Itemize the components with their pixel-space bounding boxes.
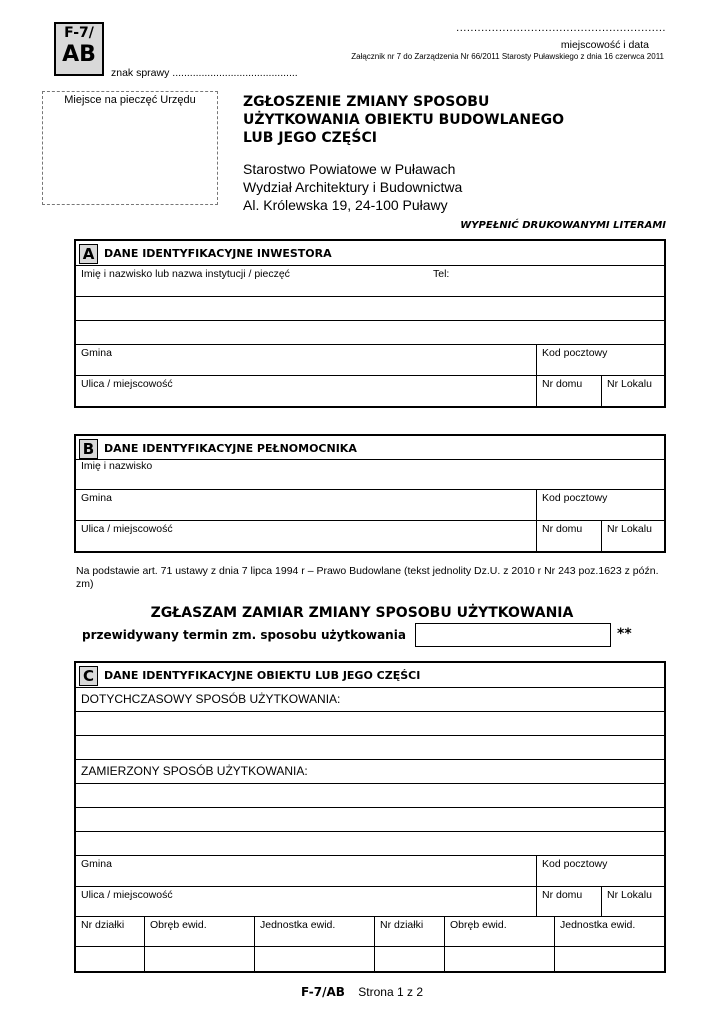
page-footer [0,985,724,999]
section-a [74,239,666,408]
house-number-field[interactable]: Nr domu [536,887,601,917]
current-use-line[interactable] [76,711,664,736]
title-line: LUB JEGO CZĘŚCI [243,130,377,146]
plot-precinct-header: Obręb ewid. [144,917,254,947]
postal-code-field[interactable]: Kod pocztowy [536,490,664,521]
term-label: przewidywany termin zm. sposobu użytkowania [82,628,406,642]
section-a-header [76,241,664,265]
section-b [74,434,666,553]
investor-name-label: Imię i nazwisko lub nazwa instytucji / pieczęć [81,268,290,280]
stamp-label: Miejsce na pieczęć Urzędu [64,94,196,106]
title-line: UŻYTKOWANIA OBIEKTU BUDOWLANEGO [243,112,565,128]
section-c-header [76,663,664,687]
plot-value-row [76,946,664,971]
page-number: Strona 1 z 2 [358,985,424,999]
proxy-address-row [76,520,664,551]
title-line: ZGŁOSZENIE ZMIANY SPOSOBU [243,94,490,110]
intended-use-line[interactable] [76,831,664,856]
plot-precinct-header: Obręb ewid. [444,917,554,947]
office-address [243,160,462,214]
gmina-field[interactable]: Gmina [81,858,112,870]
proxy-name-row [76,459,664,490]
plot-unit-input[interactable] [254,947,374,971]
current-use-line[interactable] [76,735,664,760]
proxy-name-field[interactable]: Imię i nazwisko [81,460,153,472]
form-code-main: AB [62,42,96,67]
plot-number-header: Nr działki [374,917,444,947]
plot-number-input[interactable] [374,947,444,971]
flat-number-field[interactable]: Nr Lokalu [601,521,664,551]
form-code-prefix: F-7/ [64,25,94,41]
annex-note: Załącznik nr 7 do Zarządzenia Nr 66/2011 Starosty Puławskiego z dnia 16 czerwca 2011 [351,52,664,61]
section-title: DANE IDENTYFIKACYJNE OBIEKTU LUB JEGO CZĘŚCI [104,669,421,682]
intended-use-line[interactable] [76,783,664,808]
postal-code-field[interactable]: Kod pocztowy [536,856,664,887]
plot-number-header: Nr działki [81,919,125,931]
form-title [243,93,564,147]
investor-gmina-row [76,344,664,376]
investor-address-row [76,375,664,406]
declaration-heading: ZGŁASZAM ZAMIAR ZMIANY SPOSOBU UŻYTKOWANIA [150,605,574,621]
intended-use-row [76,759,664,784]
street-field[interactable]: Ulica / miejscowość [81,889,173,901]
footer-form-code: F-7/AB [300,985,345,999]
investor-name-line[interactable] [76,320,664,345]
form-code-box [54,22,104,76]
investor-name-line[interactable] [76,296,664,321]
investor-name-row[interactable] [76,265,664,297]
current-use-label: DOTYCHCZASOWY SPOSÓB UŻYTKOWANIA: [81,692,341,706]
office-line: Al. Królewska 19, 24-100 Puławy [243,197,448,213]
section-b-header [76,436,664,459]
plot-unit-header: Jednostka ewid. [254,917,374,947]
stamp-area [42,91,218,205]
object-gmina-row [76,855,664,887]
section-c [74,661,666,973]
gmina-field[interactable]: Gmina [81,347,112,359]
office-line: Wydział Architektury i Budownictwa [243,179,463,195]
plot-precinct-input[interactable] [444,947,554,971]
section-letter: A [79,244,98,264]
date-dots: ........................................................... [456,22,666,34]
house-number-field[interactable]: Nr domu [536,376,601,406]
section-letter: B [79,439,98,459]
flat-number-field[interactable]: Nr Lokalu [601,887,664,917]
intended-use-label: ZAMIERZONY SPOSÓB UŻYTKOWANIA: [81,764,308,778]
office-line: Starostwo Powiatowe w Puławach [243,161,456,177]
investor-phone-label: Tel: [433,268,450,280]
legal-basis: Na podstawie art. 71 ustawy z dnia 7 lipca 1994 r – Prawo Budowlane (tekst jednolity Dz.U. z 2010 r Nr 243 poz.1623 z późn. zm) [76,565,659,590]
term-footnote-marker: ** [617,626,632,642]
house-number-field[interactable]: Nr domu [536,521,601,551]
term-input[interactable] [415,623,611,647]
plot-unit-input[interactable] [554,947,664,971]
case-number-field[interactable]: znak sprawy ........................................... [111,67,298,79]
plot-unit-header: Jednostka ewid. [554,917,664,947]
instruction-text: WYPEŁNIĆ DRUKOWANYMI LITERAMI [460,220,666,231]
object-address-row [76,886,664,917]
section-title: DANE IDENTYFIKACYJNE PEŁNOMOCNIKA [104,442,357,455]
flat-number-field[interactable]: Nr Lokalu [601,376,664,406]
intended-use-line[interactable] [76,807,664,832]
date-label: miejscowość i data [560,39,649,51]
postal-code-field[interactable]: Kod pocztowy [536,345,664,376]
plot-precinct-input[interactable] [144,947,254,971]
street-field[interactable]: Ulica / miejscowość [81,523,173,535]
street-field[interactable]: Ulica / miejscowość [81,378,173,390]
proxy-gmina-row [76,489,664,521]
plot-number-input[interactable] [76,947,144,971]
gmina-field[interactable]: Gmina [81,492,112,504]
section-title: DANE IDENTYFIKACYJNE INWESTORA [104,247,332,260]
plot-header-row [76,916,664,947]
current-use-row [76,687,664,712]
section-letter: C [79,666,98,686]
